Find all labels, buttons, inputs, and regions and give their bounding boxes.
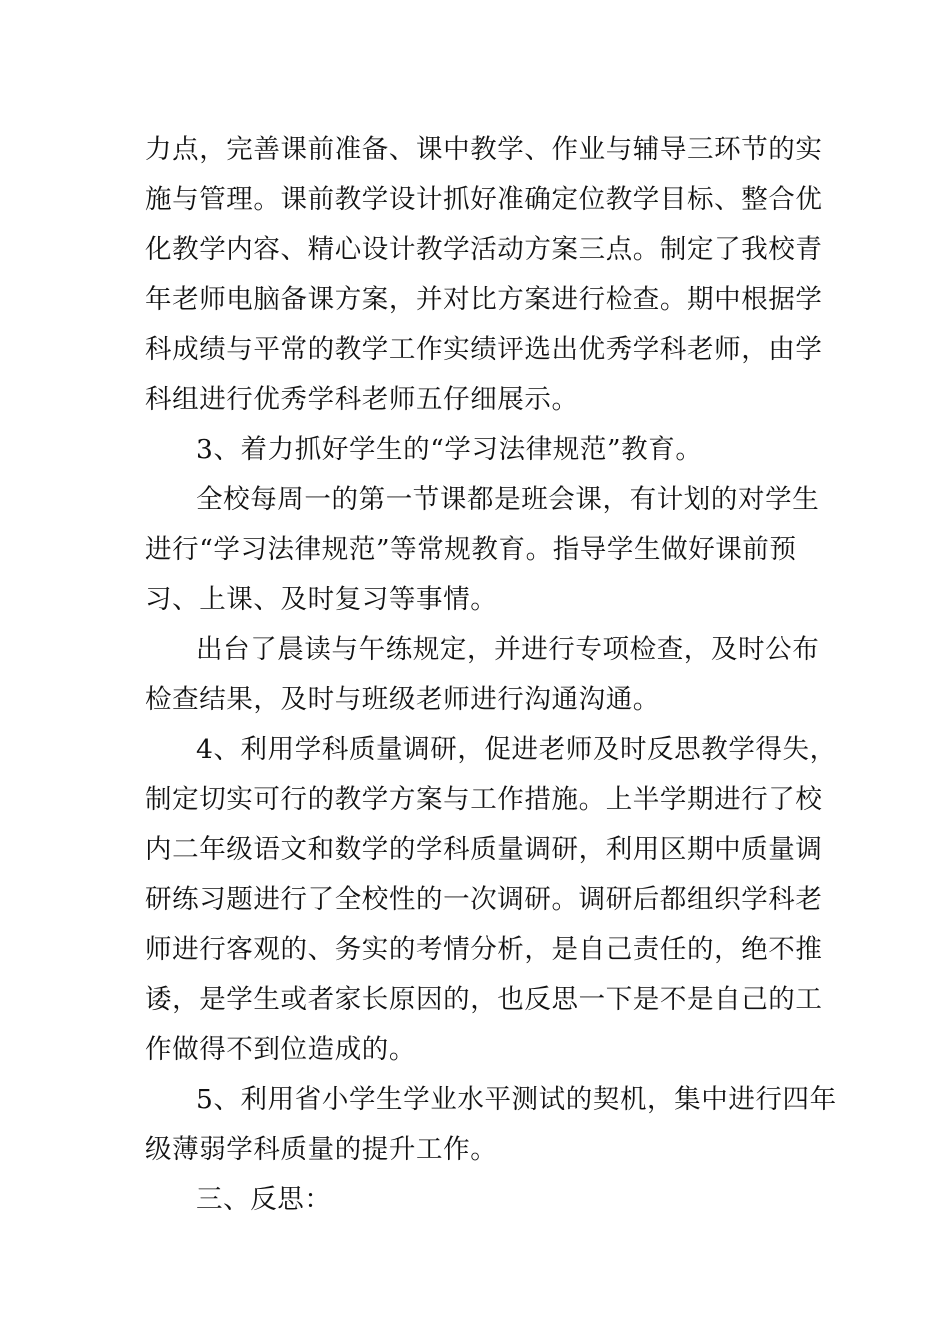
text-line: 作做得不到位造成的。 (145, 1034, 416, 1065)
section-heading: 4、利用学科质量调研，促进老师及时反思教学得失， (196, 734, 837, 765)
text-line: 制定切实可行的教学方案与工作措施。上半学期进行了校 (145, 784, 823, 815)
text-line: 进行“学习法律规范”等常规教育。指导学生做好课前预 (145, 534, 797, 565)
text-line: 检查结果，及时与班级老师进行沟通沟通。 (145, 684, 660, 715)
text-line: 年老师电脑备课方案，并对比方案进行检查。期中根据学 (145, 284, 823, 315)
section-heading: 5、利用省小学生学业水平测试的契机，集中进行四年 (196, 1084, 837, 1115)
text-line: 诿，是学生或者家长原因的，也反思一下是不是自己的工 (145, 984, 823, 1015)
text-line: 师进行客观的、务实的考情分析，是自己责任的，绝不推 (145, 934, 823, 965)
section-heading: 3、着力抓好学生的“学习法律规范”教育。 (196, 434, 703, 465)
section-heading: 三、反思： (196, 1184, 332, 1215)
text-line: 施与管理。课前教学设计抓好准确定位教学目标、整合优 (145, 184, 823, 215)
text-line: 出台了晨读与午练规定，并进行专项检查，及时公布 (196, 634, 820, 665)
text-line: 研练习题进行了全校性的一次调研。调研后都组织学科老 (145, 884, 823, 915)
text-line: 全校每周一的第一节课都是班会课，有计划的对学生 (196, 484, 820, 515)
text-line: 级薄弱学科质量的提升工作。 (145, 1134, 498, 1165)
text-line: 科组进行优秀学科老师五仔细展示。 (145, 384, 579, 415)
text-line: 化教学内容、精心设计教学活动方案三点。制定了我校青 (145, 234, 823, 265)
text-line: 习、上课、及时复习等事情。 (145, 584, 498, 615)
text-line: 内二年级语文和数学的学科质量调研，利用区期中质量调 (145, 834, 823, 865)
text-line: 力点，完善课前准备、课中教学、作业与辅导三环节的实 (145, 134, 823, 165)
text-line: 科成绩与平常的教学工作实绩评选出优秀学科老师，由学 (145, 334, 823, 365)
